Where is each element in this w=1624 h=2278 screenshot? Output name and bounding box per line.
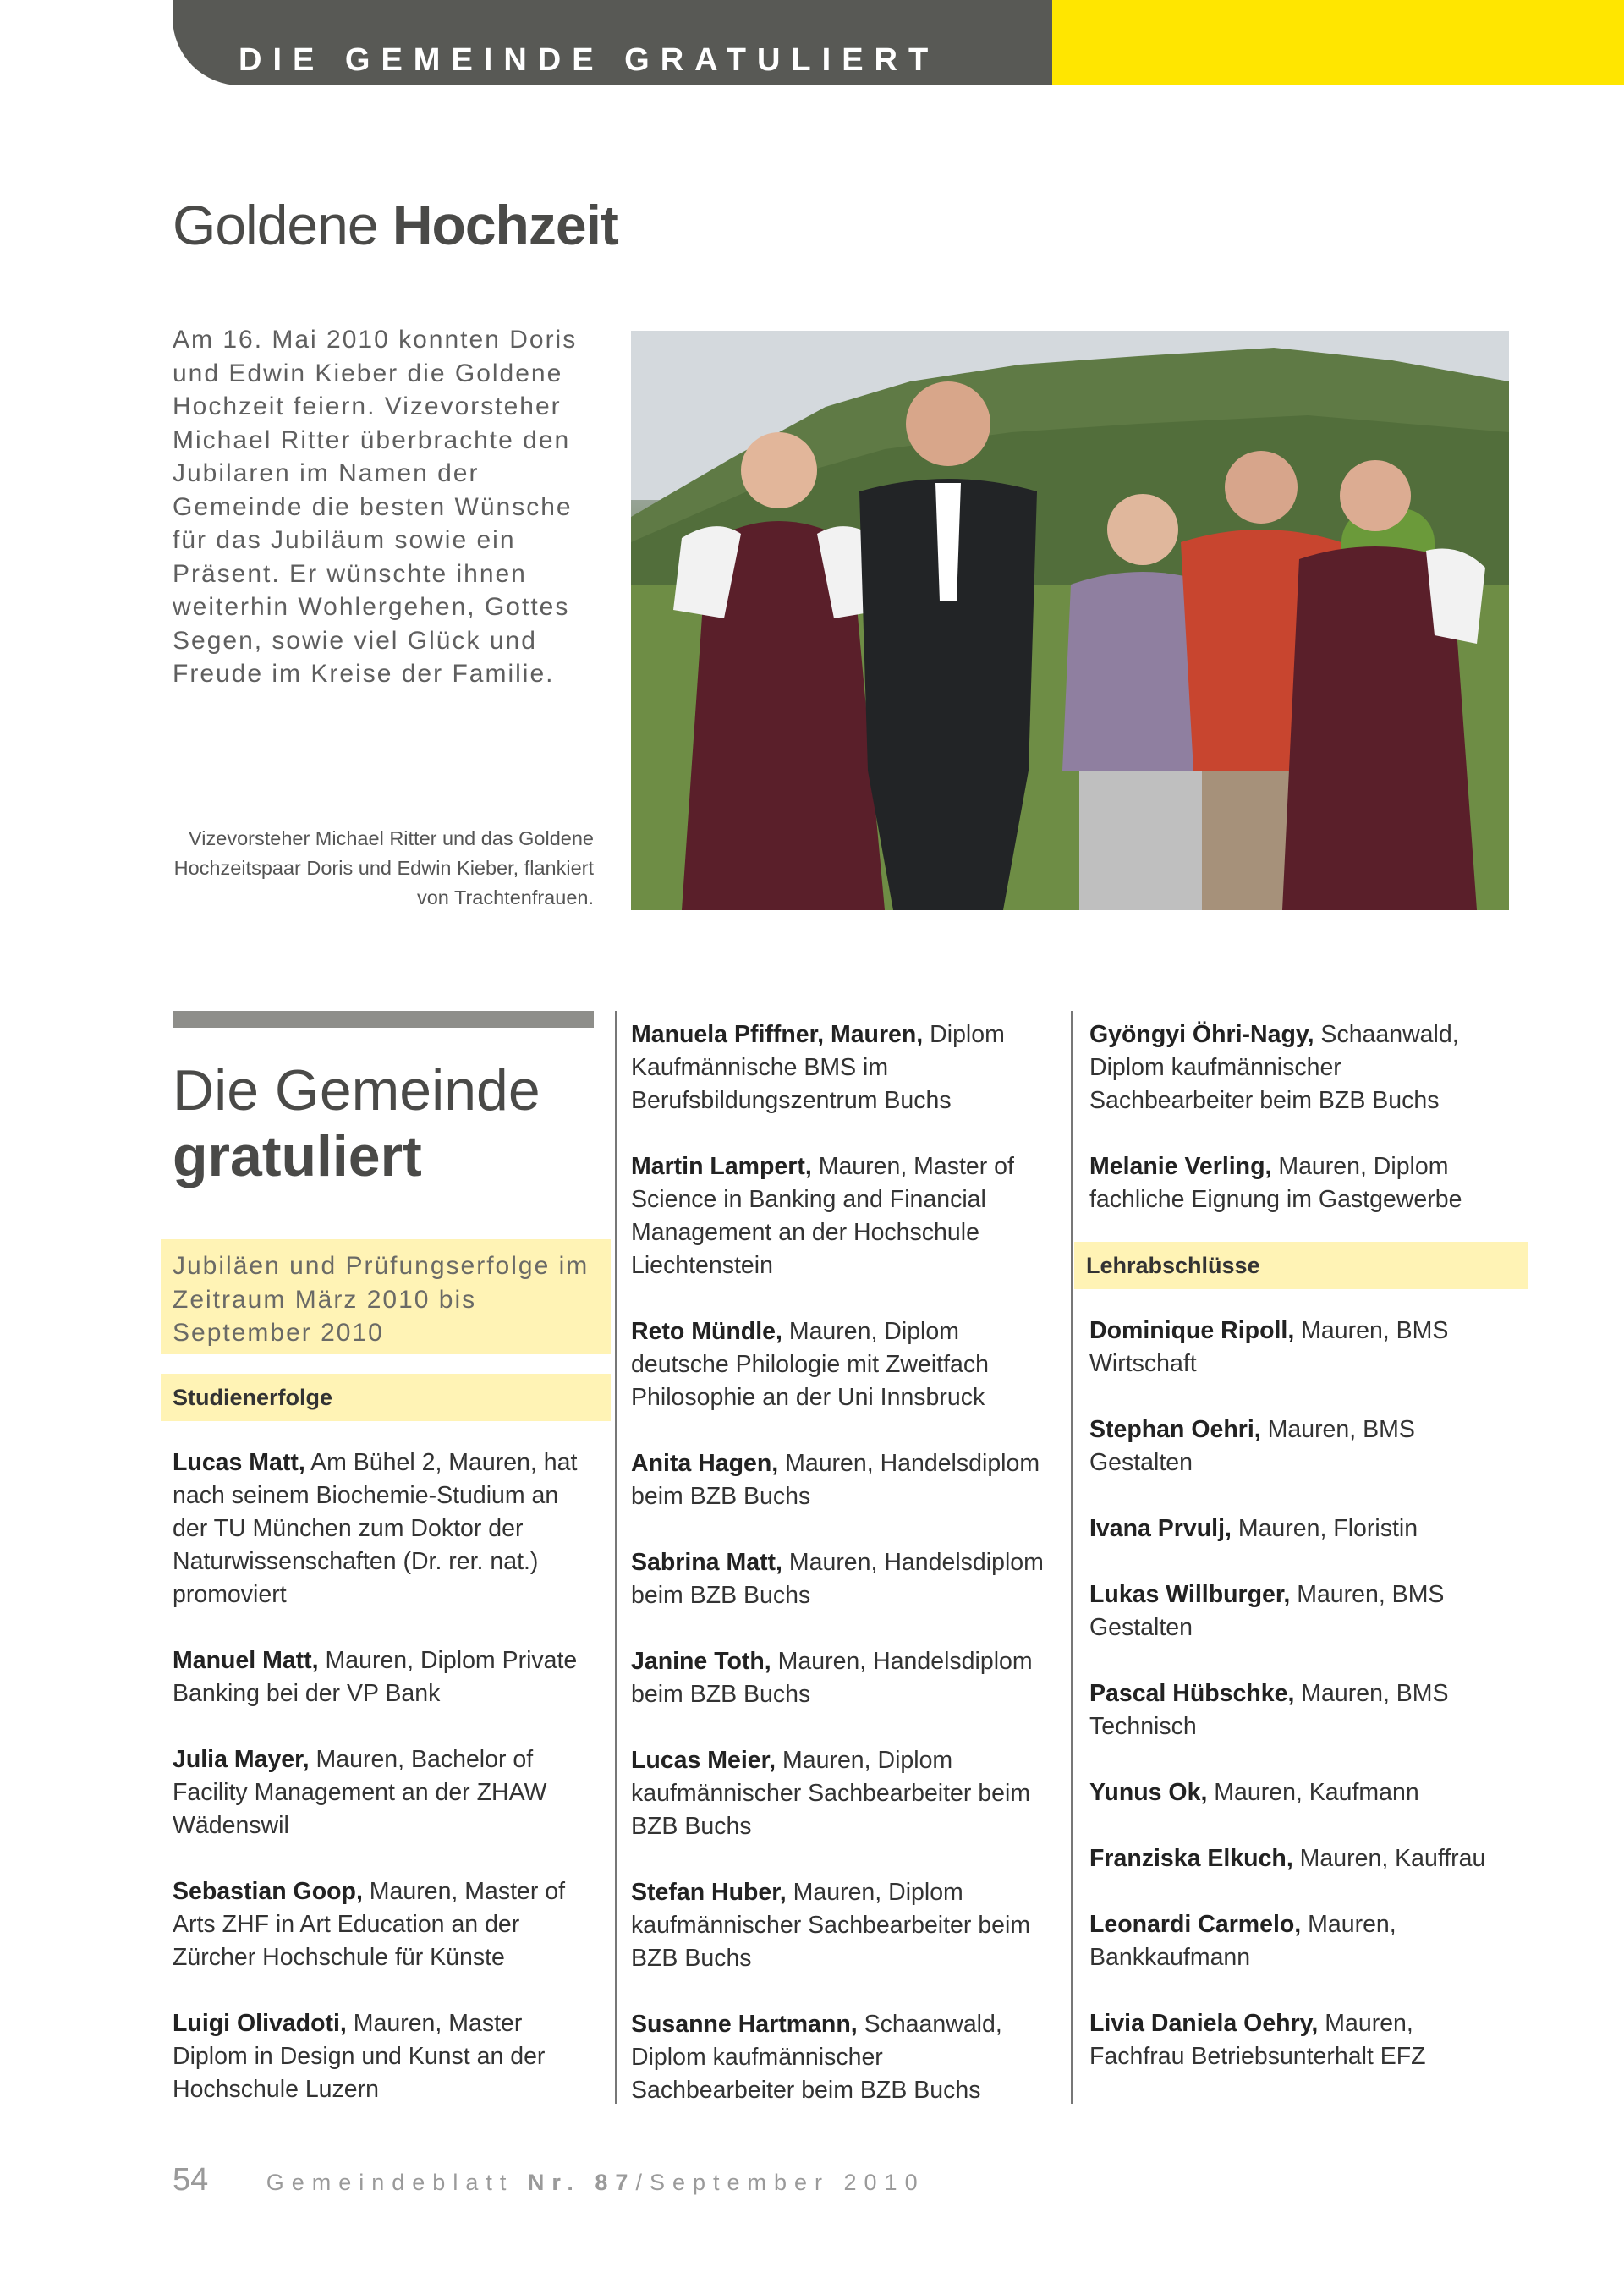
list-item: Sebastian Goop, Mauren, Master of Arts ZHF in Art Education an der Zürcher Hochschule für Künste bbox=[173, 1878, 566, 1971]
section-subtitle: Jubiläen und Prüfungserfolge im Zeitraum März 2010 bis September 2010 bbox=[173, 1252, 590, 1347]
section-subtitle-box bbox=[161, 1239, 611, 1354]
list-item: Martin Lampert, Mauren, Master of Science in Banking and Financial Management an der Hochschule Liechtenstein bbox=[631, 1153, 1014, 1279]
list-item: Luigi Olivadoti, Mauren, Master Diplom in Design und Kunst an der Hochschule Luzern bbox=[173, 2010, 546, 2103]
publication-line bbox=[266, 2170, 925, 2195]
issue-number: 87 bbox=[595, 2170, 636, 2195]
list-item: Dominique Ripoll, Mauren, BMS Wirtschaft bbox=[1089, 1317, 1449, 1377]
heading-lehrabschluesse-label: Lehrabschlüsse bbox=[1086, 1253, 1260, 1278]
column-3-list-top bbox=[1089, 1018, 1511, 1249]
column-2-list bbox=[631, 1018, 1052, 2140]
issue-label: Nr. bbox=[527, 2170, 581, 2195]
list-item: Reto Mündle, Mauren, Diplom deutsche Philologie mit Zweitfach Philosophie an der Uni Innsbruck bbox=[631, 1318, 989, 1411]
article-title-bold: Hochzeit bbox=[392, 194, 618, 256]
section-title-line1: Die Gemeinde bbox=[173, 1058, 540, 1123]
heading-studienerfolge-label: Studienerfolge bbox=[173, 1385, 333, 1410]
header-accent bbox=[1052, 0, 1624, 85]
section-divider-bar bbox=[173, 1011, 594, 1028]
list-item: Melanie Verling, Mauren, Diplom fachliche Eignung im Gastgewerbe bbox=[1089, 1153, 1462, 1213]
heading-lehrabschluesse bbox=[1074, 1242, 1528, 1289]
list-item: Franziska Elkuch, Mauren, Kauffrau bbox=[1089, 1845, 1486, 1872]
column-divider-1 bbox=[615, 1011, 617, 2104]
photo-caption: Vizevorsteher Michael Ritter und das Goldene Hochzeitspaar Doris und Edwin Kieber, flankiert von Trachtenfrauen. bbox=[173, 827, 594, 908]
list-item: Ivana Prvulj, Mauren, Floristin bbox=[1089, 1515, 1418, 1542]
article-intro: Am 16. Mai 2010 konnten Doris und Edwin Kieber die Goldene Hochzeit feiern. Vizevorsteher Michael Ritter überbrachte den Jubilaren im Namen der Gemeinde die besten Wünsche für das Jubiläum sowie ein Präsent. Er wünschte ihnen weiterhin Wohlergehen, Gottes Segen, sowie viel Glück und Freude im Kreise der Familie. bbox=[173, 326, 578, 688]
group-photo bbox=[631, 331, 1509, 910]
column-1-list bbox=[173, 1446, 594, 2139]
section-header-title: DIE GEMEINDE GRATULIERT bbox=[239, 42, 940, 78]
list-item: Yunus Ok, Mauren, Kaufmann bbox=[1089, 1779, 1419, 1806]
page-footer bbox=[173, 2162, 925, 2198]
list-item: Stefan Huber, Mauren, Diplom kaufmännischer Sachbearbeiter beim BZB Buchs bbox=[631, 1879, 1031, 1972]
column-divider-2 bbox=[1071, 1011, 1073, 2104]
list-item: Manuela Pfiffner, Mauren, Diplom Kaufmännische BMS im Berufsbildungszentrum Buchs bbox=[631, 1021, 1005, 1114]
group-photo-illustration bbox=[631, 331, 1509, 910]
list-item: Lukas Willburger, Mauren, BMS Gestalten bbox=[1089, 1581, 1445, 1641]
list-item: Janine Toth, Mauren, Handelsdiplom beim BZB Buchs bbox=[631, 1648, 1033, 1708]
list-item: Livia Daniela Oehry, Mauren, Fachfrau Betriebsunterhalt EFZ bbox=[1089, 2010, 1426, 2070]
list-item: Pascal Hübschke, Mauren, BMS Technisch bbox=[1089, 1680, 1449, 1740]
list-item: Julia Mayer, Mauren, Bachelor of Facility Management an der ZHAW Wädenswil bbox=[173, 1746, 547, 1839]
heading-studienerfolge bbox=[161, 1374, 611, 1421]
list-item: Sabrina Matt, Mauren, Handelsdiplom beim BZB Buchs bbox=[631, 1549, 1044, 1609]
issue-date: /September 2010 bbox=[635, 2170, 925, 2195]
list-item: Stephan Oehri, Mauren, BMS Gestalten bbox=[1089, 1416, 1415, 1476]
section-title bbox=[173, 1057, 540, 1189]
article-title-light: Goldene bbox=[173, 194, 378, 256]
section-title-line2: gratuliert bbox=[173, 1124, 422, 1188]
list-item: Lucas Matt, Am Bühel 2, Mauren, hat nach seinem Biochemie-Studium an der TU München zum Doktor der Naturwissenschaften (Dr. rer. nat.) promoviert bbox=[173, 1449, 578, 1608]
list-item: Manuel Matt, Mauren, Diplom Private Banking bei der VP Bank bbox=[173, 1647, 578, 1707]
list-item: Lucas Meier, Mauren, Diplom kaufmännischer Sachbearbeiter beim BZB Buchs bbox=[631, 1747, 1031, 1840]
list-item: Gyöngyi Öhri-Nagy, Schaanwald, Diplom kaufmännischer Sachbearbeiter beim BZB Buchs bbox=[1089, 1021, 1459, 1114]
page-number: 54 bbox=[173, 2162, 209, 2198]
list-item: Leonardi Carmelo, Mauren, Bankkaufmann bbox=[1089, 1911, 1396, 1971]
list-item: Susanne Hartmann, Schaanwald, Diplom kaufmännischer Sachbearbeiter beim BZB Buchs bbox=[631, 2011, 1002, 2104]
article-title bbox=[173, 193, 618, 257]
publication-name: Gemeindeblatt bbox=[266, 2170, 514, 2195]
column-3-list bbox=[1089, 1315, 1511, 2106]
list-item: Anita Hagen, Mauren, Handelsdiplom beim BZB Buchs bbox=[631, 1450, 1040, 1510]
